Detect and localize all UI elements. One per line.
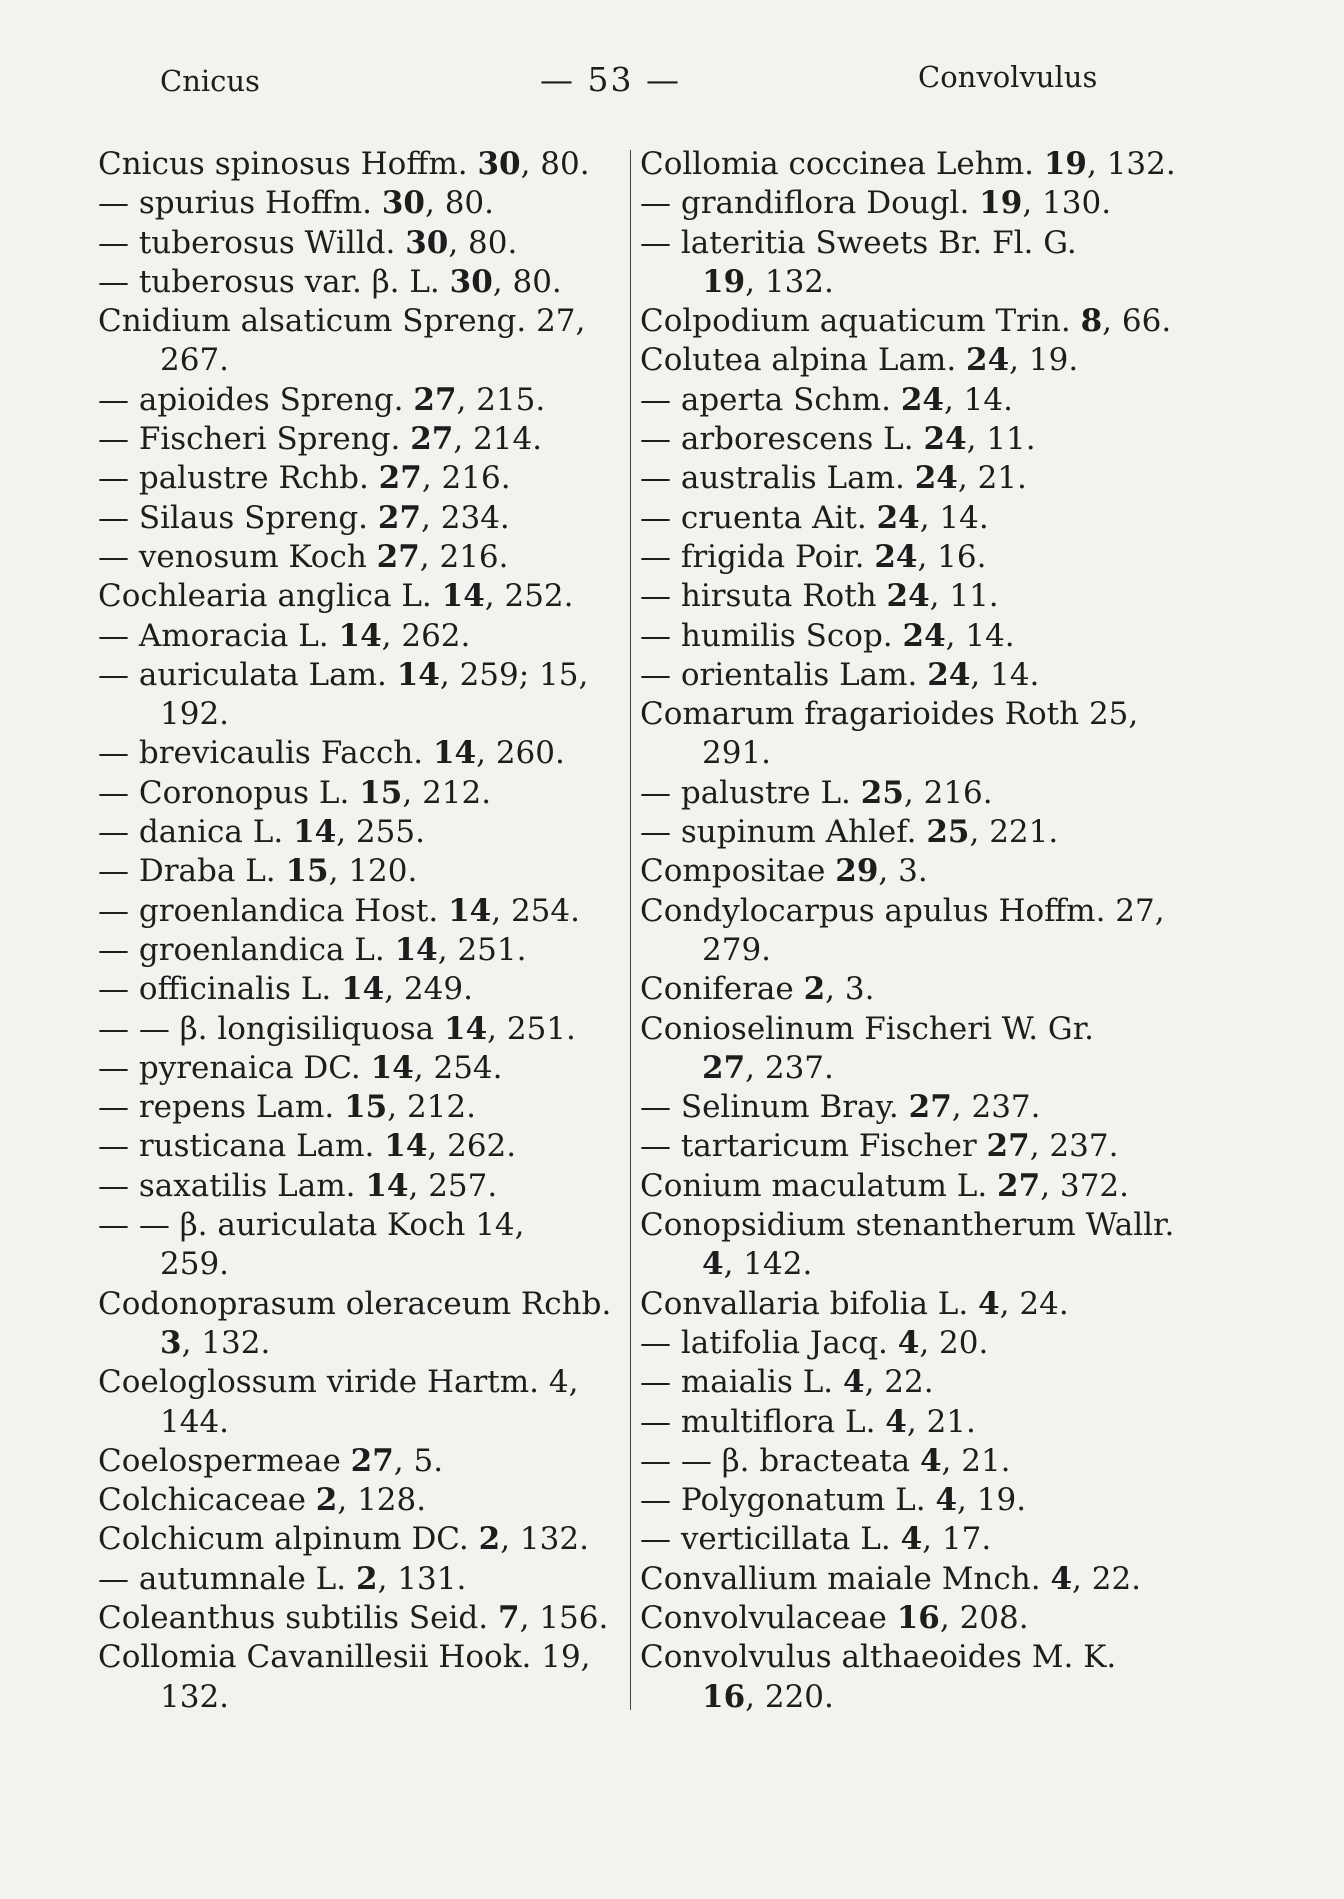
- index-line: — brevicaulis Facch. 14, 260.: [98, 735, 565, 772]
- index-line: 27, 237.: [702, 1049, 834, 1086]
- right-column: [640, 145, 1176, 1717]
- index-line: Colchicaceae 2, 128.: [98, 1482, 427, 1519]
- index-line: — groenlandica L. 14, 251.: [98, 931, 527, 968]
- index-line: 4, 142.: [702, 1246, 813, 1283]
- index-line: — Draba L. 15, 120.: [98, 853, 418, 890]
- index-line: — saxatilis Lam. 14, 257.: [98, 1167, 498, 1204]
- index-line: — palustre L. 25, 216.: [640, 774, 993, 811]
- index-line: — — β. auriculata Koch 14,: [98, 1207, 525, 1244]
- index-line: Convallaria bifolia L. 4, 24.: [640, 1285, 1069, 1322]
- index-line: — supinum Ahlef. 25, 221.: [640, 814, 1059, 851]
- index-line: — Polygonatum L. 4, 19.: [640, 1482, 1027, 1519]
- index-line: — danica L. 14, 255.: [98, 814, 425, 851]
- index-line: Codonoprasum oleraceum Rchb.: [98, 1285, 612, 1322]
- index-line: Colpodium aquaticum Trin. 8, 66.: [640, 303, 1172, 340]
- index-line: — spurius Hoffm. 30, 80.: [98, 185, 495, 222]
- index-line: Collomia coccinea Lehm. 19, 132.: [640, 146, 1176, 182]
- index-line: Coeloglossum viride Hartm. 4,: [98, 1364, 579, 1401]
- index-line: — hirsuta Roth 24, 11.: [640, 578, 999, 615]
- index-line: — — β. longisiliquosa 14, 251.: [98, 1010, 576, 1047]
- page-header: [0, 58, 1344, 108]
- index-line: — latifolia Jacq. 4, 20.: [640, 1324, 989, 1361]
- index-line: 291.: [702, 735, 772, 772]
- index-line: — Silaus Spreng. 27, 234.: [98, 499, 510, 536]
- index-line: — tuberosus Willd. 30, 80.: [98, 224, 518, 261]
- index-line: — cruenta Ait. 24, 14.: [640, 499, 989, 536]
- index-line: 279.: [702, 931, 772, 968]
- index-line: — multiflora L. 4, 21.: [640, 1403, 976, 1440]
- left-column: [98, 145, 618, 1717]
- index-line: — auriculata Lam. 14, 259; 15,: [98, 656, 589, 693]
- index-line: — Selinum Bray. 27, 237.: [640, 1089, 1041, 1126]
- index-line: — humilis Scop. 24, 14.: [640, 617, 1015, 654]
- header-left-keyword: Cnicus: [160, 64, 260, 98]
- index-line: 144.: [160, 1403, 230, 1440]
- index-line: — rusticana Lam. 14, 262.: [98, 1128, 517, 1165]
- index-line: 16, 220.: [702, 1678, 834, 1715]
- index-line: — Amoracia L. 14, 262.: [98, 617, 471, 654]
- index-line: Compositae 29, 3.: [640, 853, 928, 890]
- index-line: Convallium maiale Mnch. 4, 22.: [640, 1560, 1142, 1597]
- index-line: — maialis L. 4, 22.: [640, 1364, 934, 1401]
- index-line: Cnicus spinosus Hoffm. 30, 80.: [98, 146, 590, 182]
- index-line: — frigida Poir. 24, 16.: [640, 538, 987, 575]
- index-line: Conioselinum Fischeri W. Gr.: [640, 1010, 1094, 1047]
- index-line: — orientalis Lam. 24, 14.: [640, 656, 1040, 693]
- index-line: Condylocarpus apulus Hoffm. 27,: [640, 892, 1165, 929]
- index-line: — — β. bracteata 4, 21.: [640, 1442, 1011, 1479]
- index-line: — Coronopus L. 15, 212.: [98, 774, 492, 811]
- index-line: Convolvulaceae 16, 208.: [640, 1599, 1029, 1636]
- index-line: — palustre Rchb. 27, 216.: [98, 460, 511, 497]
- page-number: — 53 —: [540, 60, 681, 99]
- index-line: Coelospermeae 27, 5.: [98, 1442, 444, 1479]
- column-divider: [630, 150, 631, 1710]
- index-line: — aperta Schm. 24, 14.: [640, 381, 1013, 418]
- index-line: 3, 132.: [160, 1324, 271, 1361]
- index-line: 19, 132.: [702, 263, 834, 300]
- index-line: Conopsidium stenantherum Wallr.: [640, 1207, 1175, 1244]
- index-line: 192.: [160, 696, 230, 733]
- index-line: Colchicum alpinum DC. 2, 132.: [98, 1521, 589, 1558]
- index-line: Coleanthus subtilis Seid. 7, 156.: [98, 1599, 609, 1636]
- index-line: 132.: [160, 1678, 230, 1715]
- index-line: — groenlandica Host. 14, 254.: [98, 892, 580, 929]
- header-right-keyword: Convolvulus: [918, 60, 1098, 94]
- index-line: 267.: [160, 342, 230, 379]
- index-line: Colutea alpina Lam. 24, 19.: [640, 342, 1079, 379]
- index-line: — apioides Spreng. 27, 215.: [98, 381, 546, 418]
- index-line: — arborescens L. 24, 11.: [640, 421, 1036, 458]
- index-line: — australis Lam. 24, 21.: [640, 460, 1027, 497]
- index-line: — tuberosus var. β. L. 30, 80.: [98, 263, 562, 300]
- index-line: — repens Lam. 15, 212.: [98, 1089, 476, 1126]
- index-line: Comarum fragarioides Roth 25,: [640, 696, 1139, 733]
- index-line: Collomia Cavanillesii Hook. 19,: [98, 1639, 591, 1676]
- index-line: — venosum Koch 27, 216.: [98, 538, 509, 575]
- index-line: — tartaricum Fischer 27, 237.: [640, 1128, 1119, 1165]
- index-line: Cnidium alsaticum Spreng. 27,: [98, 303, 586, 340]
- index-line: — pyrenaica DC. 14, 254.: [98, 1049, 503, 1086]
- index-line: — autumnale L. 2, 131.: [98, 1560, 467, 1597]
- index-line: Conium maculatum L. 27, 372.: [640, 1167, 1129, 1204]
- index-line: — Fischeri Spreng. 27, 214.: [98, 421, 543, 458]
- index-line: 259.: [160, 1246, 230, 1283]
- index-line: — grandiflora Dougl. 19, 130.: [640, 185, 1112, 222]
- index-line: Convolvulus althaeoides M. K.: [640, 1639, 1117, 1676]
- index-line: Cochlearia anglica L. 14, 252.: [98, 578, 574, 615]
- index-line: — verticillata L. 4, 17.: [640, 1521, 992, 1558]
- index-line: — officinalis L. 14, 249.: [98, 971, 473, 1008]
- index-line: Coniferae 2, 3.: [640, 971, 875, 1008]
- index-line: — lateritia Sweets Br. Fl. G.: [640, 224, 1077, 261]
